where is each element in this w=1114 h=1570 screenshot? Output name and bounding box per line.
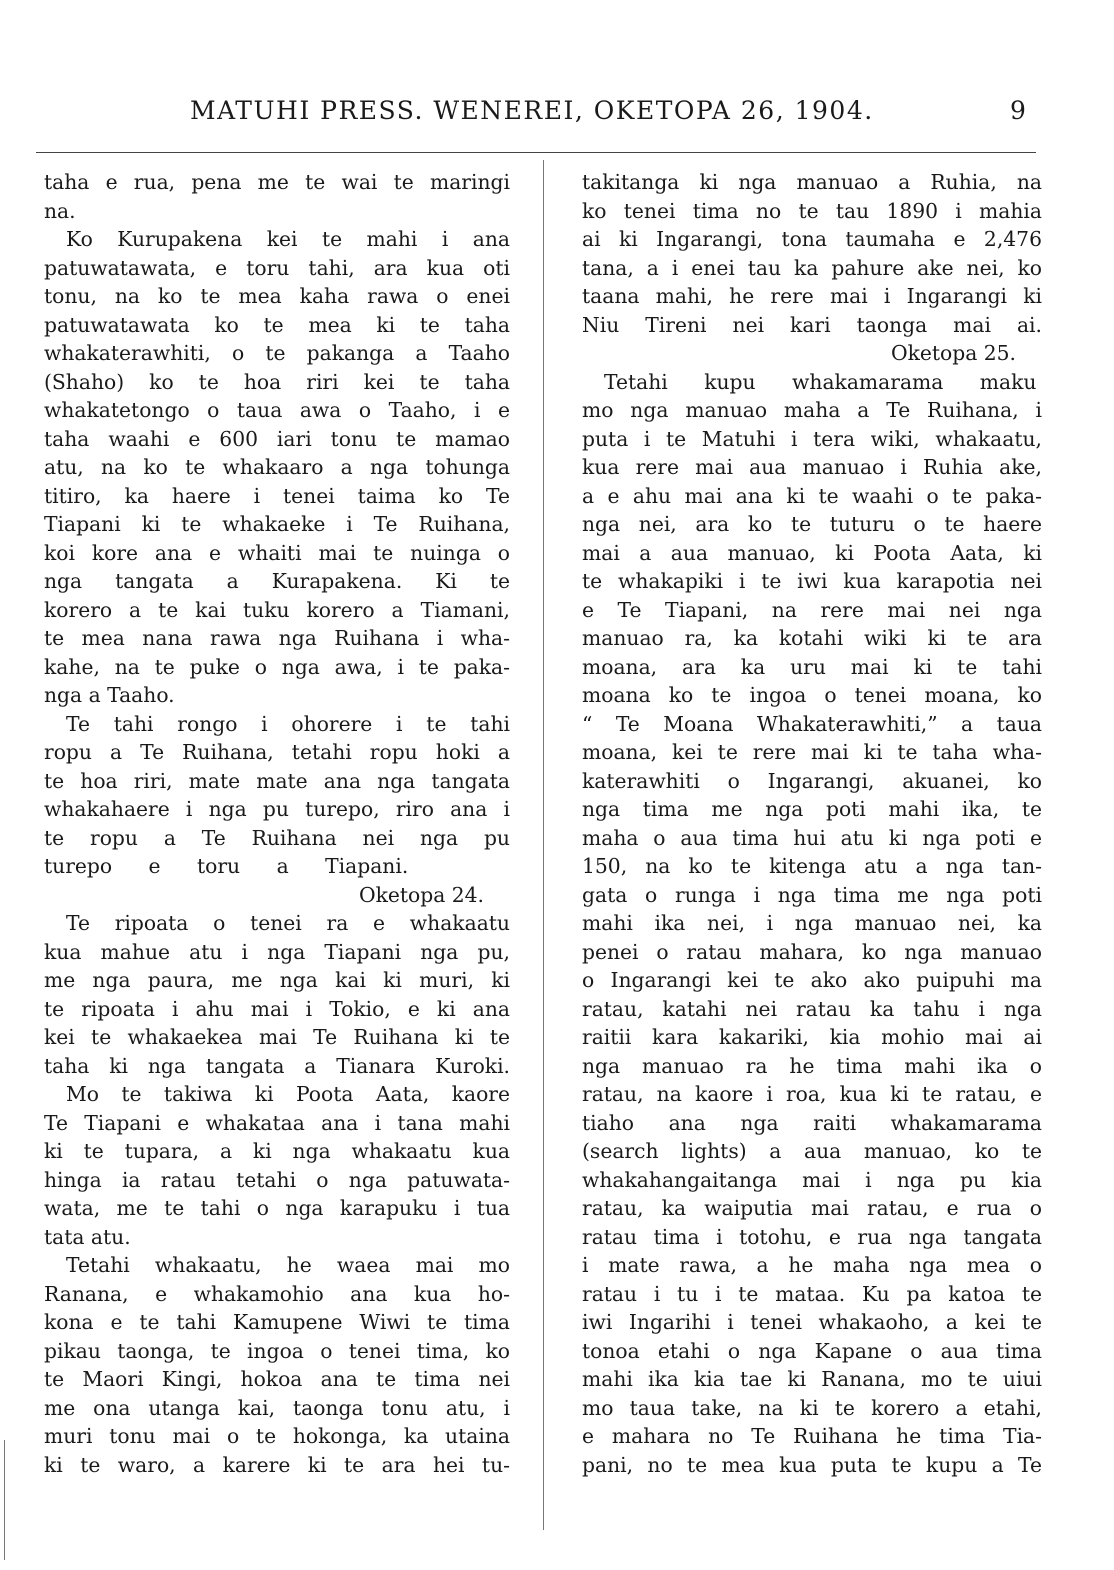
text-line: turepo e toru a Tiapani. [44,854,409,878]
text-line: whakaterawhiti, o te pakanga a Taaho [44,341,510,365]
text-line: Te Tiapani e whakataa ana i tana mahi [44,1110,510,1135]
text-line: kahe, na te puke o nga awa, i te paka- [44,654,510,679]
text-line: e mahara no Te Ruihana he tima Tia- [582,1424,1042,1448]
text-line: taana mahi, he rere mai i Ingarangi ki [582,284,1042,308]
text-line: tonoa etahi o nga Kapane o aua tima [582,1338,1042,1363]
text-line: Te ripoata o tenei ra e whakaatu [66,911,510,935]
text-line: te whakapiki i te iwi kua karapotia nei [582,569,1042,593]
page-header [0,96,1114,132]
right-column [582,168,1042,1479]
text-line: me nga paura, me nga kai ki muri, ki [44,968,510,992]
text-line: penei o ratau mahara, ko nga manuao [582,939,1042,964]
text-line: takitanga ki nga manuao a Ruhia, na [582,170,1042,194]
text-line: koi kore ana e whaiti mai te nuinga o [44,540,510,565]
text-line: Ko Kurupakena kei te mahi i ana [66,227,510,251]
header-rule [36,152,1036,153]
text-line: maha o aua tima hui atu ki nga poti e [582,825,1042,850]
text-line: Tetahi whakaatu, he waea mai mo [66,1253,510,1277]
text-line: tana, a i enei tau ka pahure ake nei, ko [582,255,1042,280]
text-line: mo taua take, na ki te korero a etahi, [582,1395,1042,1420]
text-line: Te tahi rongo i ohorere i te tahi [66,711,510,736]
text-line: atu, na ko te whakaaro a nga tohunga [44,455,510,479]
text-line: tiaho ana nga raiti whakamarama [582,1110,1042,1135]
text-line: pikau taonga, te ingoa o tenei tima, ko [44,1338,510,1363]
text-line: hinga ia ratau tetahi o nga patuwata- [44,1167,510,1192]
text-line: kona e te tahi Kamupene Wiwi te tima [44,1310,510,1334]
text-line: te ripoata i ahu mai i Tokio, e ki ana [44,996,510,1021]
text-line: patuwatawata, e toru tahi, ara kua oti [44,255,510,280]
text-line: ki te waro, a karere ki te ara hei tu- [44,1452,510,1477]
newspaper-title: MATUHI PRESS. WENEREI, OKETOPA 26, 1904. [190,96,874,125]
text-line: mai a aua manuao, ki Poota Aata, ki [582,540,1042,565]
text-line: 150, na ko te kitenga atu a nga tan- [582,854,1042,878]
text-line: tata atu. [44,1224,131,1249]
text-line: mahi ika kia tae ki Ranana, mo te uiui [582,1367,1042,1391]
page-number: 9 [1010,96,1026,125]
column-divider [543,160,544,1530]
text-line: tonu, na ko te mea kaha rawa o enei [44,284,510,308]
text-line: kua rere mai aua manuao i Ruhia ake, [582,455,1042,479]
dateline: Oketopa 24. [358,882,484,907]
text-line: raitii kara kakariki, kia mohio mai ai [582,1025,1042,1049]
text-line: whakahaere i nga pu turepo, riro ana i [44,797,510,821]
text-line: moana, ara ka uru mai ki te tahi [582,654,1042,679]
text-line: ratau, na kaore i roa, kua ki te ratau, e [582,1082,1042,1106]
text-line: patuwatawata ko te mea ki te taha [44,312,510,337]
text-line: nga nei, ara ko te tuturu o te haere [582,512,1042,536]
text-line: nga tangata a Kurapakena. Ki te [44,569,510,593]
text-line: moana, kei te rere mai ki te taha wha- [582,740,1042,764]
text-line: me ona utanga kai, taonga tonu atu, i [44,1395,510,1420]
text-line: ai ki Ingarangi, tona taumaha e 2,476 [582,227,1042,251]
text-line: ratau tima i totohu, e rua nga tangata [582,1224,1042,1249]
text-line: o Ingarangi kei te ako ako puipuhi ma [582,968,1042,992]
text-line: “ Te Moana Whakaterawhiti,” a taua [582,711,1042,736]
text-line: Tiapani ki te whakaeke i Te Ruihana, [44,512,510,536]
text-line: ratau, katahi nei ratau ka tahu i nga [582,996,1042,1021]
text-line: Mo te takiwa ki Poota Aata, kaore [66,1082,510,1106]
text-line: ratau, ka waiputia mai ratau, e rua o [582,1196,1042,1220]
text-line: te mea nana rawa nga Ruihana i wha- [44,626,510,650]
text-line: gata o runga i nga tima me nga poti [582,882,1042,907]
text-line: puta i te Matuhi i tera wiki, whakaatu, [582,426,1042,451]
text-line: taha waahi e 600 iari tonu te mamao [44,426,510,451]
text-line: taha e rua, pena me te wai te maringi [44,170,510,194]
text-line: Ranana, e whakamohio ana kua ho- [44,1281,510,1306]
text-line: wata, me te tahi o nga karapuku i tua [44,1196,510,1220]
text-line: taha ki nga tangata a Tianara Kuroki. [44,1053,510,1078]
scan-edge-line [4,1440,5,1560]
text-line: muri tonu mai o te hokonga, ka utaina [44,1424,510,1448]
text-line: te Maori Kingi, hokoa ana te tima nei [44,1367,510,1391]
text-line: kei te whakaekea mai Te Ruihana ki te [44,1025,510,1049]
text-line: iwi Ingarihi i tenei whakaoho, a kei te [582,1310,1042,1334]
text-line: nga a Taaho. [44,683,175,707]
left-column [44,168,510,1479]
text-line: a e ahu mai ana ki te waahi o te paka- [582,483,1042,508]
dateline: Oketopa 25. [890,341,1016,365]
text-line: kua mahue atu i nga Tiapani nga pu, [44,939,510,964]
text-line: i mate rawa, a he maha nga mea o [582,1253,1042,1277]
text-line: te hoa riri, mate mate ana nga tangata [44,768,510,793]
text-line: whakahangaitanga mai i nga pu kia [582,1167,1042,1192]
text-line: te ropu a Te Ruihana nei nga pu [44,825,510,850]
text-line: nga tima me nga poti mahi ika, te [582,797,1042,821]
text-line: katerawhiti o Ingarangi, akuanei, ko [582,768,1042,793]
text-line: korero a te kai tuku korero a Tiamani, [44,597,510,622]
text-line: e Te Tiapani, na rere mai nei nga [582,597,1042,622]
text-line: ki te tupara, a ki nga whakaatu kua [44,1139,510,1163]
text-line: Tetahi kupu whakamarama maku [604,369,1037,394]
text-line: mo nga manuao maha a Te Ruihana, i [582,398,1042,422]
text-line: (search lights) a aua manuao, ko te [582,1139,1042,1163]
text-line: Niu Tireni nei kari taonga mai ai. [582,312,1042,337]
text-line: (Shaho) ko te hoa riri kei te taha [44,369,510,394]
text-line: moana ko te ingoa o tenei moana, ko [582,683,1042,707]
text-line: ko tenei tima no te tau 1890 i mahia [582,198,1042,223]
text-line: mahi ika nei, i nga manuao nei, ka [582,911,1042,935]
text-line: pani, no te mea kua puta te kupu a Te [582,1452,1042,1477]
text-line: nga manuao ra he tima mahi ika o [582,1053,1042,1078]
text-line: ropu a Te Ruihana, tetahi ropu hoki a [44,740,510,764]
text-line: na. [44,198,76,223]
text-line: whakatetongo o taua awa o Taaho, i e [44,398,510,422]
text-line: ratau i tu i te mataa. Ku pa katoa te [582,1281,1042,1306]
text-line: titiro, ka haere i tenei taima ko Te [44,483,510,508]
text-line: manuao ra, ka kotahi wiki ki te ara [582,626,1042,650]
